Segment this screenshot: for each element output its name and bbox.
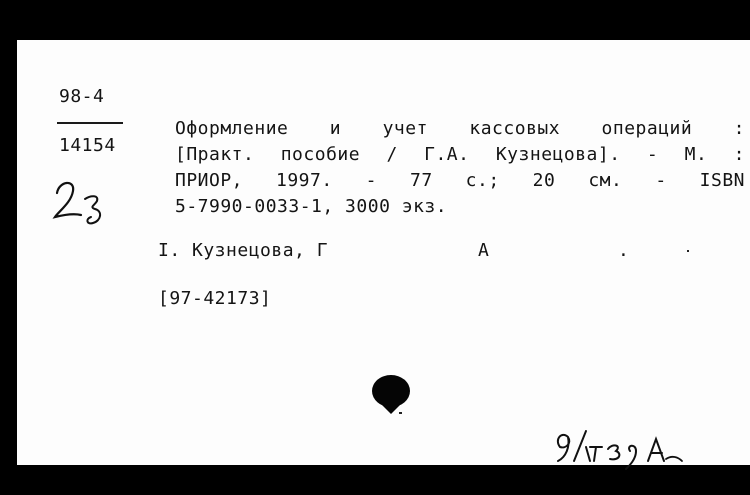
description-line-1: Оформление и учет кассовых операций : bbox=[175, 118, 745, 139]
punch-hole bbox=[371, 374, 411, 414]
catalog-card bbox=[17, 40, 750, 465]
scan-speck bbox=[687, 250, 689, 252]
scan-speck bbox=[399, 412, 402, 414]
description-line-4: 5-7990-0033-1, 3000 экз. bbox=[175, 196, 448, 217]
handwritten-mark-left bbox=[51, 175, 121, 230]
inventory-number: 14154 bbox=[59, 135, 116, 156]
handwritten-mark-bottom bbox=[552, 425, 702, 470]
description-line-2: [Практ. пособие / Г.А. Кузнецова]. - М. : bbox=[175, 144, 745, 165]
index-entry-period: . bbox=[618, 240, 630, 261]
description-line-3: ПРИОР, 1997. - 77 с.; 20 см. - ISBN bbox=[175, 170, 745, 191]
index-entry-name: I. Кузнецова, Г bbox=[158, 240, 329, 261]
class-number: 98-4 bbox=[59, 86, 105, 107]
registration-number: [97-42173] bbox=[158, 288, 272, 309]
index-entry-initial: А bbox=[478, 240, 490, 261]
divider-rule bbox=[57, 122, 123, 124]
